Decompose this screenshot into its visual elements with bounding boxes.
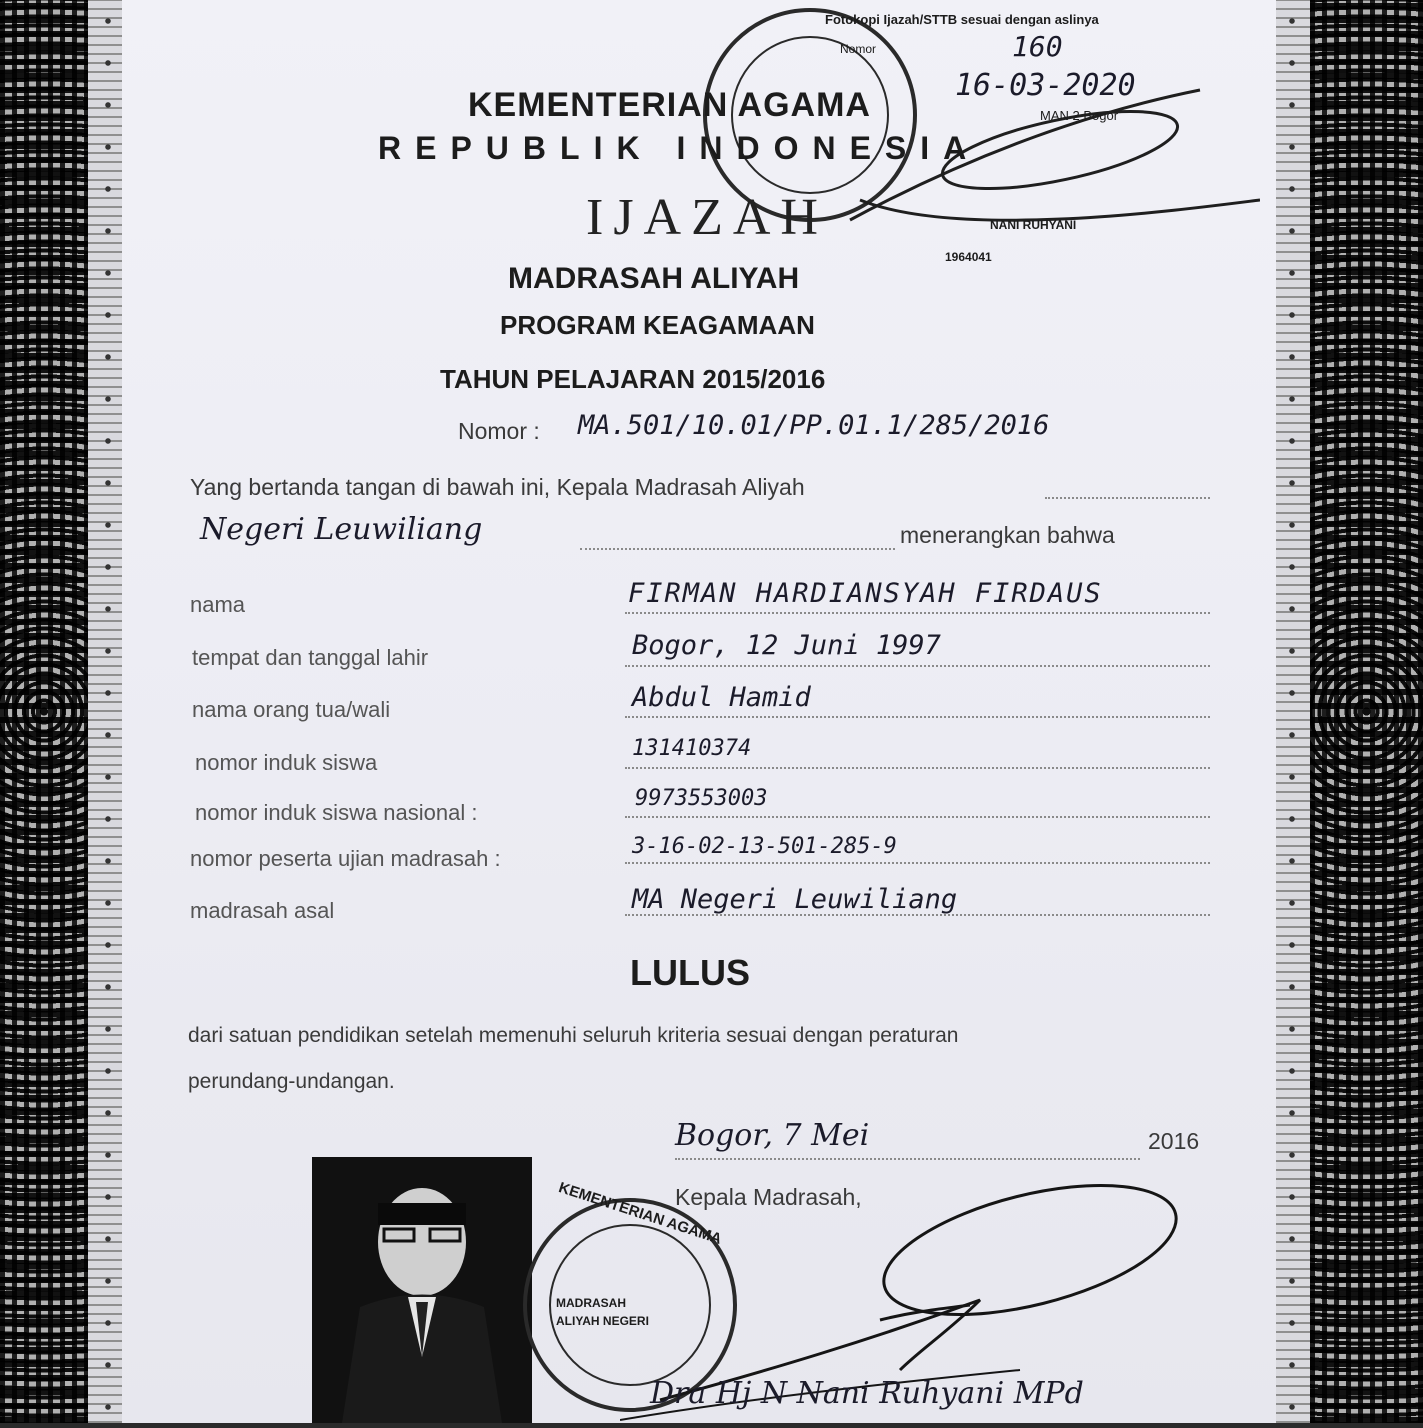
dotted-line [625, 816, 1210, 818]
school-name-handwritten: Negeri Leuwiliang [200, 512, 483, 547]
dotted-line [1045, 497, 1210, 499]
stamp-date: 16-03-2020 [955, 68, 1136, 103]
stamp-signatory: NANI RUHYANI [990, 218, 1077, 232]
school-stamp-line2: ALIYAH NEGERI [556, 1314, 649, 1328]
dotted-line [580, 548, 895, 550]
stamp-number-value: 160 [1012, 30, 1063, 63]
school-stamp-arc: KEMENTERIAN AGAMA [556, 1179, 724, 1248]
stamp-legalization-text: Fotokopi Ijazah/STTB sesuai dengan aslinya [825, 12, 1099, 27]
document-title: IJAZAH [586, 189, 828, 246]
field-value-name: FIRMAN HARDIANSYAH FIRDAUS [628, 578, 1103, 609]
stamp-number-label: Nomor [840, 42, 877, 56]
ornamental-border-right [1310, 0, 1423, 1423]
number-label: Nomor : [458, 418, 540, 444]
principal-name: Dra Hj N Nani Ruhyani MPd [650, 1376, 1084, 1411]
closing-text: dari satuan pendidikan setelah memenuhi seluruh kriteria sesuai dengan peraturan [188, 1024, 959, 1047]
intro-text: Yang bertanda tangan di bawah ini, Kepala Madrasah Aliyah [190, 474, 805, 500]
republic-title: REPUBLIK INDONESIA [378, 130, 981, 166]
field-label-origin-school: madrasah asal [190, 898, 335, 923]
ministry-title: KEMENTERIAN AGAMA [468, 86, 871, 124]
stamp-nip: 1964041 [945, 250, 992, 264]
field-label-birth: tempat dan tanggal lahir [192, 645, 429, 670]
field-label-name: nama [190, 592, 246, 617]
field-value-national-number: 9973553003 [635, 786, 768, 811]
dotted-line [625, 862, 1210, 864]
field-label-national-number: nomor induk siswa nasional : [195, 800, 478, 825]
signing-year: 2016 [1148, 1128, 1200, 1154]
principal-role: Kepala Madrasah, [675, 1184, 862, 1210]
student-photo [312, 1157, 532, 1423]
dotted-line [625, 612, 1210, 614]
certificate-number: MA.501/10.01/PP.01.1/285/2016 [578, 410, 1050, 441]
school-stamp-line1: MADRASAH [556, 1296, 626, 1310]
program-name: PROGRAM KEAGAMAAN [500, 310, 815, 340]
field-value-student-number: 131410374 [632, 736, 752, 761]
dotted-line [625, 665, 1210, 667]
dotted-line [625, 716, 1210, 718]
field-value-origin-school: MA Negeri Leuwiliang [632, 884, 958, 915]
border-dots-right [1288, 0, 1296, 1423]
closing-text-2: perundang-undangan. [188, 1070, 395, 1093]
graduation-status: LULUS [630, 952, 750, 993]
field-label-exam-number: nomor peserta ujian madrasah : [190, 846, 501, 871]
field-label-parent: nama orang tua/wali [192, 697, 391, 722]
field-value-exam-number: 3-16-02-13-501-285-9 [632, 834, 897, 859]
stamp-school: MAN 2 Bogor [1040, 108, 1119, 123]
ornamental-border-left [0, 0, 88, 1423]
field-value-birth: Bogor, 12 Juni 1997 [632, 630, 941, 661]
school-type: MADRASAH ALIYAH [508, 262, 800, 295]
field-label-student-number: nomor induk siswa [195, 750, 378, 775]
field-value-parent: Abdul Hamid [632, 682, 811, 713]
dotted-line [675, 1158, 1140, 1160]
intro-text-end: menerangkan bahwa [900, 522, 1115, 548]
border-dots-left [104, 0, 112, 1423]
academic-year: TAHUN PELAJARAN 2015/2016 [440, 364, 826, 394]
signing-place-date: Bogor, 7 Mei [675, 1118, 870, 1153]
dotted-line [625, 914, 1210, 916]
dotted-line [625, 767, 1210, 769]
